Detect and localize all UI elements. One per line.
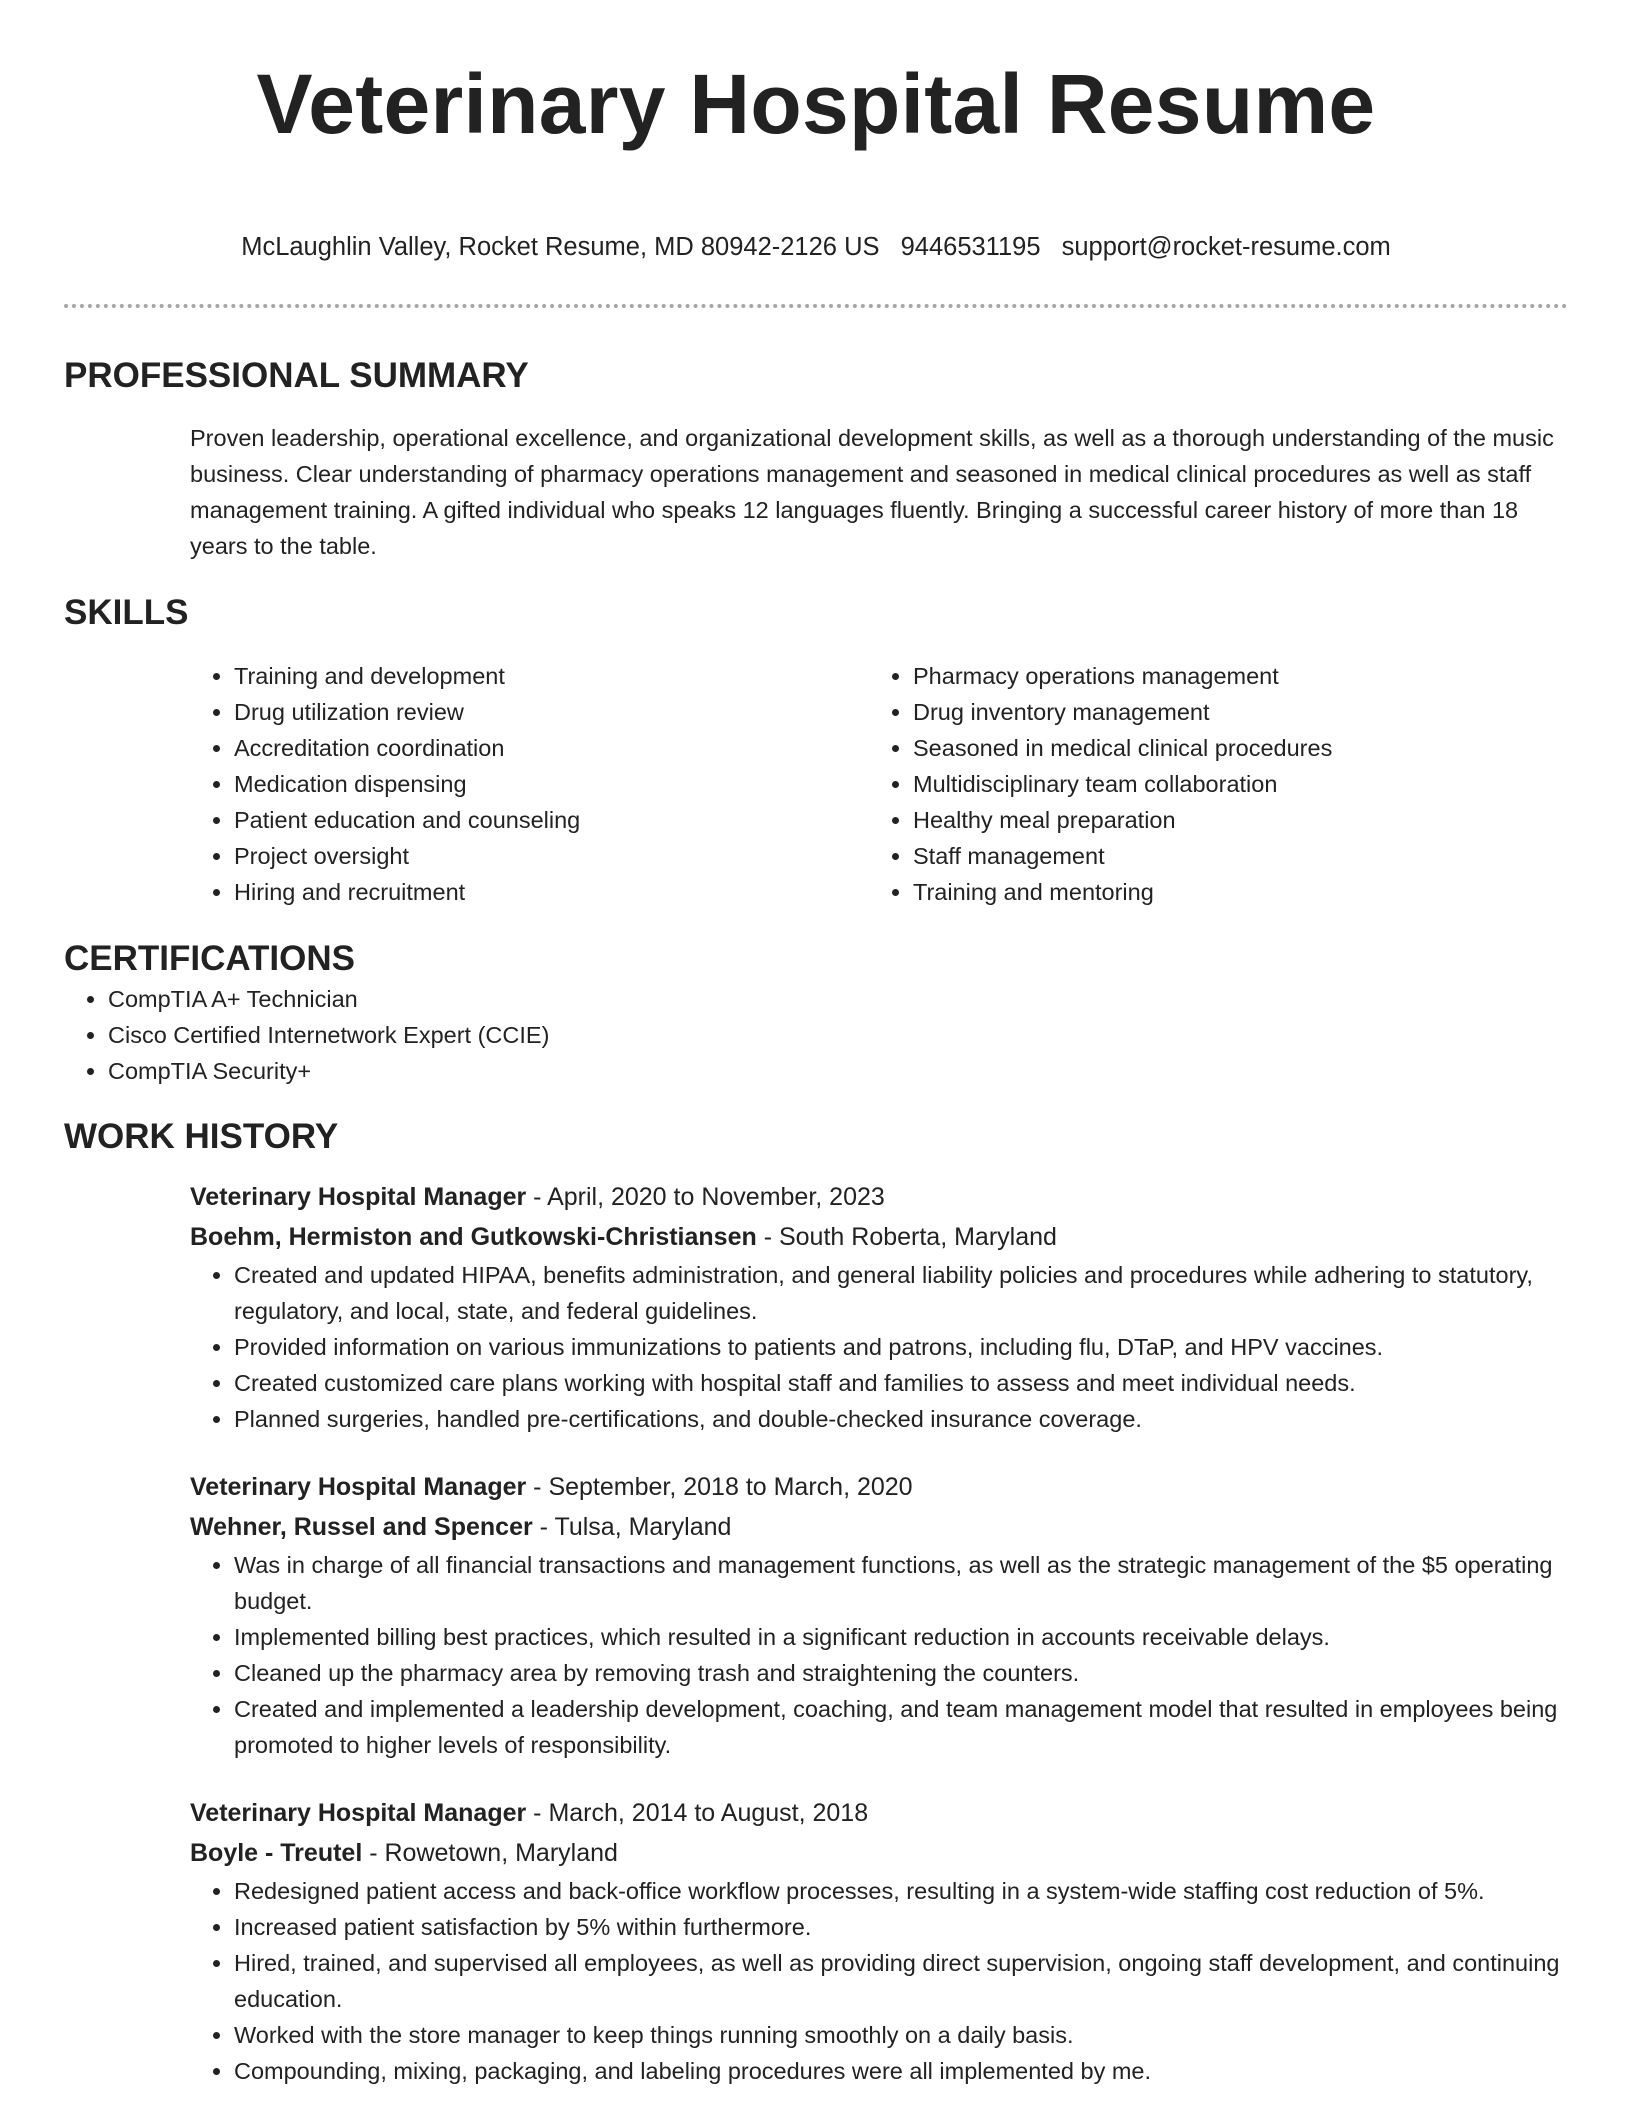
job-company-line <box>190 1217 1568 1257</box>
contact-email: support@rocket-resume.com <box>1061 233 1391 261</box>
job-bullets <box>190 1873 1568 2089</box>
skills-right-list <box>869 658 1548 910</box>
header-divider <box>64 304 1568 308</box>
summary-text: Proven leadership, operational excellence, and organizational development skills, as well as a thorough understanding of the music business. Clear understanding of pharmacy operations management and seasoned in medical clinical procedures as well as staff management training. A gifted individual who speaks 12 languages fluently. Bringing a successful career history of more than 18 years to the table. <box>190 425 1554 559</box>
skills-heading: SKILLS <box>64 593 189 632</box>
skill-item: • Drug utilization review <box>234 694 869 730</box>
job-dates: - September, 2018 to March, 2020 <box>526 1473 913 1501</box>
certifications-section <box>64 937 1568 1089</box>
skill-item: • Pharmacy operations management <box>913 658 1548 694</box>
contact-phone: 9446531195 <box>900 233 1041 261</box>
job-title-line <box>190 1467 1568 1507</box>
certifications-list <box>64 981 1568 1089</box>
work-history-heading: WORK HISTORY <box>64 1117 339 1156</box>
job-company-line <box>190 1833 1568 1873</box>
job-bullet: • Created and updated HIPAA, benefits administration, and general liability policies and procedures while adhering to statutory, regulatory, and local, state, and federal guidelines. <box>234 1257 1568 1329</box>
job-bullet: • Hired, trained, and supervised all employees, as well as providing direct supervision, ongoing staff development, and continuing education. <box>234 1945 1568 2017</box>
job-bullet: • Worked with the store manager to keep things running smoothly on a daily basis. <box>234 2017 1568 2053</box>
job-bullet: • Was in charge of all financial transactions and management functions, as well as the strategic management of the $5 operating budget. <box>234 1547 1568 1619</box>
skill-item: • Medication dispensing <box>234 766 869 802</box>
summary-heading: PROFESSIONAL SUMMARY <box>64 356 529 395</box>
skill-item: • Accreditation coordination <box>234 730 869 766</box>
skill-item: • Drug inventory management <box>913 694 1548 730</box>
contact-line <box>64 230 1568 264</box>
job-entry <box>190 1177 1568 1437</box>
certifications-heading: CERTIFICATIONS <box>64 939 356 978</box>
certification-item: • CompTIA Security+ <box>108 1053 1568 1089</box>
job-title: Veterinary Hospital Manager <box>190 1473 527 1501</box>
job-title-line <box>190 1793 1568 1833</box>
contact-address: McLaughlin Valley, Rocket Resume, MD 80942-2126 US <box>241 233 880 261</box>
skill-item: • Hiring and recruitment <box>234 874 869 910</box>
skill-item: • Healthy meal preparation <box>913 802 1548 838</box>
skill-item: • Project oversight <box>234 838 869 874</box>
job-company-line <box>190 1507 1568 1547</box>
job-entry <box>190 1467 1568 1763</box>
job-company: Boyle - Treutel <box>190 1839 363 1867</box>
job-dates: - March, 2014 to August, 2018 <box>526 1799 869 1827</box>
skills-grid <box>190 658 1568 910</box>
job-company: Wehner, Russel and Spencer <box>190 1513 533 1541</box>
certification-item: • CompTIA A+ Technician <box>108 981 1568 1017</box>
skill-item: • Patient education and counseling <box>234 802 869 838</box>
job-bullet: • Redesigned patient access and back-office workflow processes, resulting in a system-wide staffing cost reduction of 5%. <box>234 1873 1568 1909</box>
summary-section <box>64 354 1568 564</box>
skill-item: • Seasoned in medical clinical procedures <box>913 730 1548 766</box>
job-bullets <box>190 1257 1568 1437</box>
job-bullet: • Provided information on various immunizations to patients and patrons, including flu, DTaP, and HPV vaccines. <box>234 1329 1568 1365</box>
job-bullet: • Created and implemented a leadership development, coaching, and team management model that resulted in employees being promoted to higher levels of responsibility. <box>234 1691 1568 1763</box>
job-company: Boehm, Hermiston and Gutkowski-Christiansen <box>190 1223 757 1251</box>
skill-item: • Training and development <box>234 658 869 694</box>
job-bullet: • Increased patient satisfaction by 5% within furthermore. <box>234 1909 1568 1945</box>
job-bullet: • Implemented billing best practices, which resulted in a significant reduction in accounts receivable delays. <box>234 1619 1568 1655</box>
job-title: Veterinary Hospital Manager <box>190 1799 527 1827</box>
skill-item: • Staff management <box>913 838 1548 874</box>
job-location: - South Roberta, Maryland <box>756 1223 1057 1251</box>
skills-section <box>64 591 1568 910</box>
job-location: - Rowetown, Maryland <box>362 1839 618 1867</box>
resume-page <box>64 0 1568 2089</box>
job-location: - Tulsa, Maryland <box>532 1513 732 1541</box>
job-title-line <box>190 1177 1568 1217</box>
skills-left-list <box>190 658 869 910</box>
job-bullet: • Planned surgeries, handled pre-certifications, and double-checked insurance coverage. <box>234 1401 1568 1437</box>
job-bullet: • Compounding, mixing, packaging, and labeling procedures were all implemented by me. <box>234 2053 1568 2089</box>
work-history-section <box>64 1115 1568 2089</box>
skill-item: • Training and mentoring <box>913 874 1548 910</box>
resume-title: Veterinary Hospital Resume <box>256 57 1376 151</box>
certification-item: • Cisco Certified Internetwork Expert (CCIE) <box>108 1017 1568 1053</box>
job-entry <box>190 1793 1568 2089</box>
job-bullet: • Created customized care plans working with hospital staff and families to assess and meet individual needs. <box>234 1365 1568 1401</box>
job-bullet: • Cleaned up the pharmacy area by removing trash and straightening the counters. <box>234 1655 1568 1691</box>
job-dates: - April, 2020 to November, 2023 <box>526 1183 885 1211</box>
skill-item: • Multidisciplinary team collaboration <box>913 766 1548 802</box>
job-bullets <box>190 1547 1568 1763</box>
job-title: Veterinary Hospital Manager <box>190 1183 527 1211</box>
